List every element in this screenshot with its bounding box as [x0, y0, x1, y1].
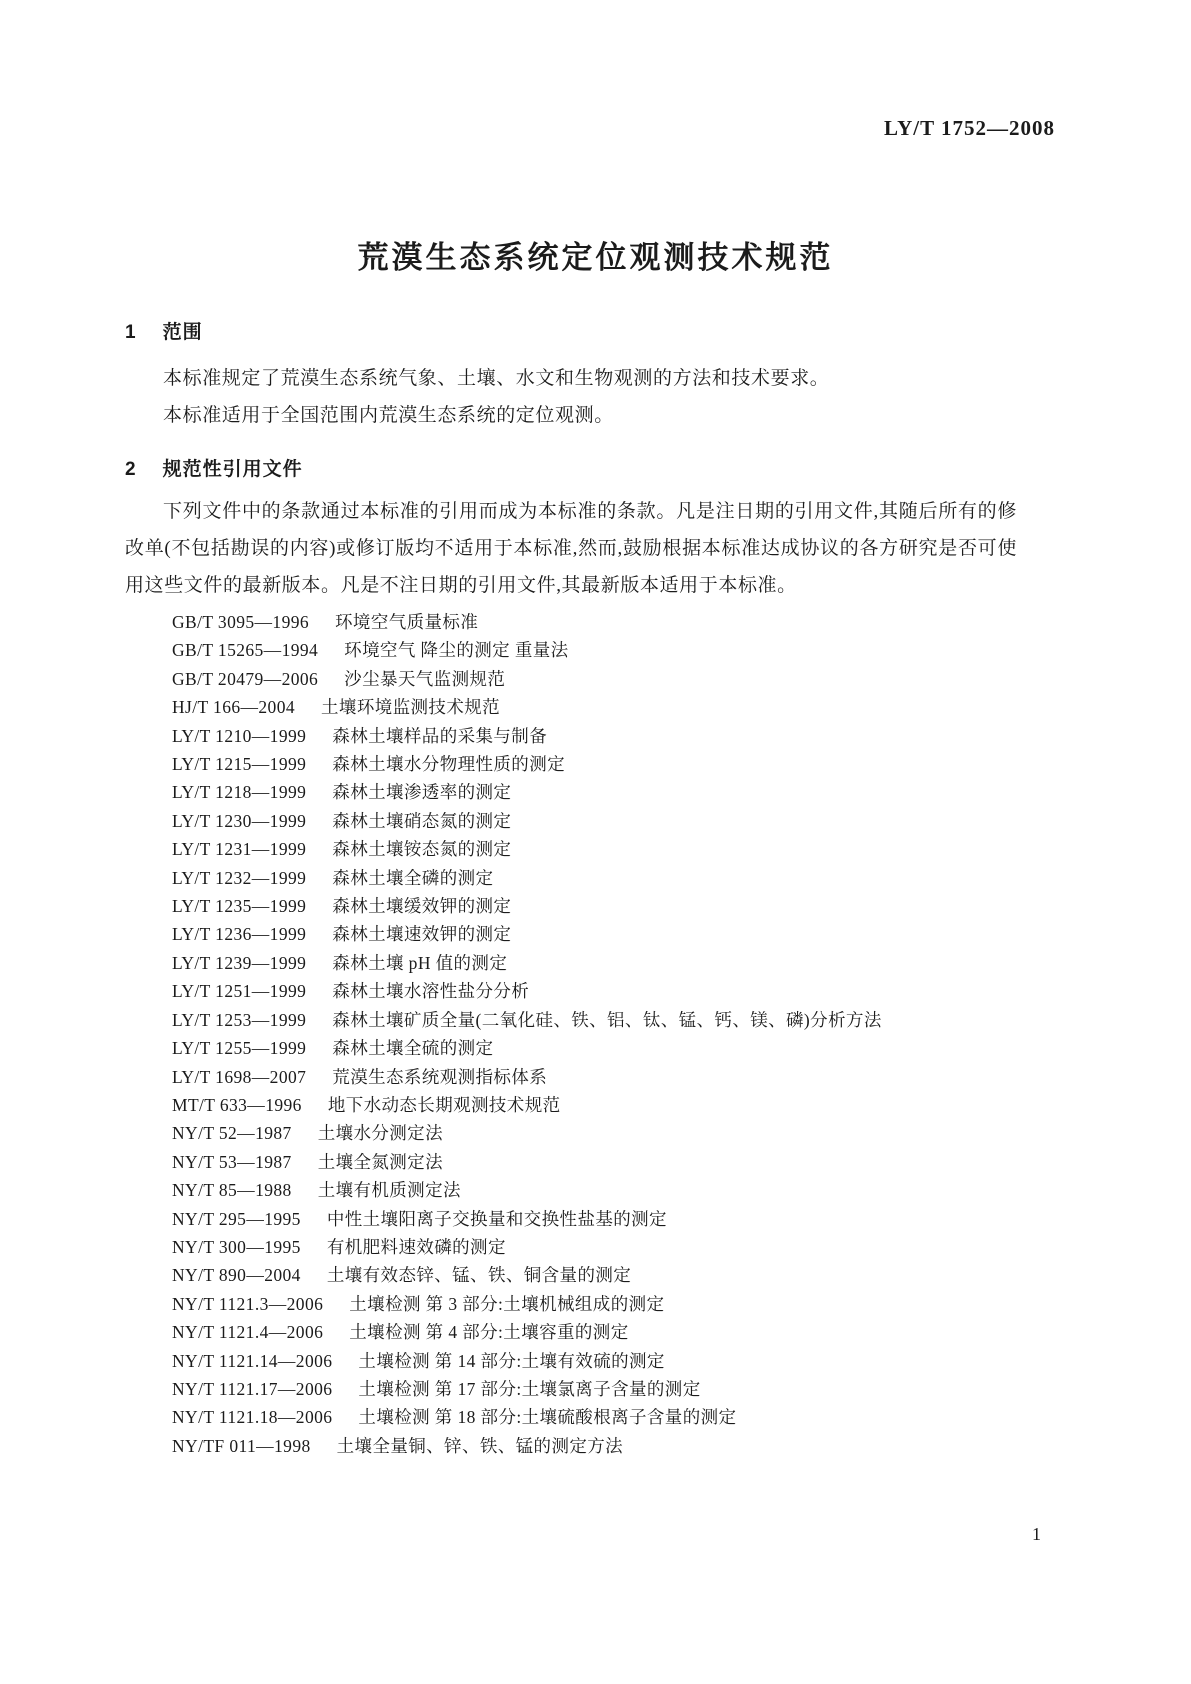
- reference-item: [172, 977, 1017, 1005]
- reference-code: LY/T 1230—1999: [172, 810, 307, 831]
- reference-title: 有机肥料速效磷的测定: [326, 1236, 506, 1257]
- reference-item: [172, 1403, 1017, 1431]
- reference-title: 荒漠生态系统观测指标体系: [332, 1066, 548, 1087]
- reference-code: LY/T 1231—1999: [172, 839, 307, 860]
- reference-item: [172, 1063, 1017, 1091]
- reference-code: NY/T 295—1995: [172, 1208, 301, 1229]
- section-1-title: 范围: [162, 322, 203, 343]
- reference-item: [172, 1176, 1017, 1204]
- reference-item: [172, 1006, 1017, 1034]
- references-intro-paragraph: 下列文件中的条款通过本标准的引用而成为本标准的条款。凡是注日期的引用文件,其随后所有的修改单(不包括勘误的内容)或修订版均不适用于本标准,然而,鼓励根据本标准达成协议的各方研究是否可使用这些文件的最新版本。凡是不注日期的引用文件,其最新版本适用于本标准。: [125, 501, 1017, 596]
- section-1-heading: [125, 320, 1017, 346]
- reference-code: HJ/T 166—2004: [172, 697, 296, 718]
- reference-code: NY/T 890—2004: [172, 1265, 301, 1286]
- reference-code: NY/T 300—1995: [172, 1236, 301, 1257]
- reference-code: NY/T 52—1987: [172, 1123, 292, 1144]
- reference-title: 土壤水分测定法: [317, 1123, 443, 1144]
- reference-code: LY/T 1253—1999: [172, 1009, 307, 1030]
- reference-title: 森林土壤水溶性盐分分析: [332, 981, 530, 1002]
- reference-item: [172, 693, 1017, 721]
- page-number: 1: [1032, 1524, 1041, 1544]
- reference-title: 森林土壤缓效钾的测定: [332, 896, 512, 917]
- standard-code: LY/T 1752—2008: [884, 116, 1055, 140]
- reference-title: 土壤检测 第 14 部分:土壤有效硫的测定: [358, 1350, 665, 1371]
- reference-list: [125, 608, 1017, 1460]
- reference-title: 土壤检测 第 17 部分:土壤氯离子含量的测定: [358, 1378, 701, 1399]
- reference-title: 森林土壤矿质全量(二氧化硅、铁、铝、钛、锰、钙、镁、磷)分析方法: [332, 1009, 882, 1030]
- reference-item: [172, 1148, 1017, 1176]
- reference-code: NY/T 1121.3—2006: [172, 1293, 324, 1314]
- reference-title: 森林土壤全硫的测定: [332, 1038, 494, 1059]
- reference-code: NY/T 85—1988: [172, 1180, 292, 1201]
- reference-item: [172, 1261, 1017, 1289]
- section-scope: [125, 320, 1017, 434]
- reference-code: LY/T 1236—1999: [172, 924, 307, 945]
- reference-title: 环境空气质量标准: [335, 612, 479, 632]
- reference-item: [172, 920, 1017, 948]
- reference-code: LY/T 1255—1999: [172, 1038, 307, 1059]
- reference-title: 森林土壤铵态氮的测定: [332, 839, 512, 860]
- reference-title: 土壤有效态锌、锰、铁、铜含量的测定: [326, 1265, 632, 1286]
- reference-code: NY/T 1121.18—2006: [172, 1407, 333, 1428]
- reference-item: [172, 608, 1017, 636]
- reference-item: [172, 722, 1017, 750]
- reference-code: LY/T 1235—1999: [172, 896, 307, 917]
- reference-item: [172, 864, 1017, 892]
- reference-code: LY/T 1232—1999: [172, 867, 307, 888]
- reference-item: [172, 778, 1017, 806]
- reference-title: 土壤检测 第 4 部分:土壤容重的测定: [349, 1322, 629, 1343]
- reference-item: [172, 1290, 1017, 1318]
- reference-title: 森林土壤样品的采集与制备: [332, 725, 548, 746]
- reference-code: MT/T 633—1996: [172, 1094, 302, 1115]
- section-2-heading: [125, 457, 1017, 483]
- reference-item: [172, 1347, 1017, 1375]
- reference-item: [172, 1318, 1017, 1346]
- document-title: 荒漠生态系统定位观测技术规范: [357, 240, 834, 275]
- section-normative-references: [125, 457, 1017, 1460]
- reference-item: [172, 1432, 1017, 1460]
- reference-code: NY/T 1121.14—2006: [172, 1350, 333, 1371]
- reference-item: [172, 807, 1017, 835]
- reference-title: 土壤检测 第 3 部分:土壤机械组成的测定: [349, 1293, 665, 1314]
- reference-code: LY/T 1698—2007: [172, 1066, 307, 1087]
- section-2-number: 2: [125, 459, 137, 480]
- reference-title: 土壤有机质测定法: [317, 1180, 461, 1201]
- reference-title: 森林土壤水分物理性质的测定: [332, 754, 565, 775]
- reference-title: 土壤全量铜、锌、铁、锰的测定方法: [336, 1435, 624, 1456]
- reference-code: LY/T 1239—1999: [172, 952, 307, 973]
- section-2-title: 规范性引用文件: [162, 459, 303, 480]
- reference-title: 地下水动态长期观测技术规范: [327, 1094, 561, 1115]
- reference-title: 土壤检测 第 18 部分:土壤硫酸根离子含量的测定: [358, 1407, 737, 1428]
- reference-item: [172, 1375, 1017, 1403]
- reference-code: NY/T 1121.4—2006: [172, 1322, 324, 1343]
- reference-title: 森林土壤速效钾的测定: [332, 924, 512, 945]
- reference-code: LY/T 1210—1999: [172, 725, 307, 746]
- reference-title: 沙尘暴天气监测规范: [344, 668, 506, 689]
- reference-code: LY/T 1218—1999: [172, 782, 307, 803]
- reference-code: GB/T 20479—2006: [172, 668, 319, 689]
- scope-paragraph-2: 本标准适用于全国范围内荒漠生态系统的定位观测。: [163, 405, 614, 426]
- reference-title: 森林土壤硝态氮的测定: [332, 810, 512, 831]
- reference-item: [172, 1205, 1017, 1233]
- reference-item: [172, 892, 1017, 920]
- reference-item: [172, 1091, 1017, 1119]
- reference-item: [172, 1034, 1017, 1062]
- reference-title: 环境空气 降尘的测定 重量法: [344, 640, 569, 661]
- reference-item: [172, 949, 1017, 977]
- section-1-number: 1: [125, 322, 137, 343]
- reference-item: [172, 1119, 1017, 1147]
- reference-code: GB/T 15265—1994: [172, 640, 319, 661]
- reference-item: [172, 750, 1017, 778]
- reference-title: 森林土壤 pH 值的测定: [332, 952, 508, 973]
- reference-title: 森林土壤全磷的测定: [332, 867, 494, 888]
- document-body: [125, 320, 1017, 1460]
- reference-item: [172, 636, 1017, 664]
- scope-paragraph-1: 本标准规定了荒漠生态系统气象、土壤、水文和生物观测的方法和技术要求。: [163, 368, 830, 389]
- reference-code: LY/T 1215—1999: [172, 754, 307, 775]
- reference-item: [172, 1233, 1017, 1261]
- reference-code: NY/T 53—1987: [172, 1151, 292, 1172]
- reference-code: GB/T 3095—1996: [172, 612, 310, 632]
- reference-code: LY/T 1251—1999: [172, 981, 307, 1002]
- reference-title: 土壤全氮测定法: [317, 1151, 443, 1172]
- reference-code: NY/T 1121.17—2006: [172, 1378, 333, 1399]
- reference-title: 森林土壤渗透率的测定: [332, 782, 512, 803]
- reference-item: [172, 665, 1017, 693]
- reference-item: [172, 835, 1017, 863]
- reference-code: NY/TF 011—1998: [172, 1435, 311, 1456]
- reference-title: 土壤环境监测技术规范: [321, 697, 501, 718]
- reference-title: 中性土壤阳离子交换量和交换性盐基的测定: [326, 1208, 667, 1229]
